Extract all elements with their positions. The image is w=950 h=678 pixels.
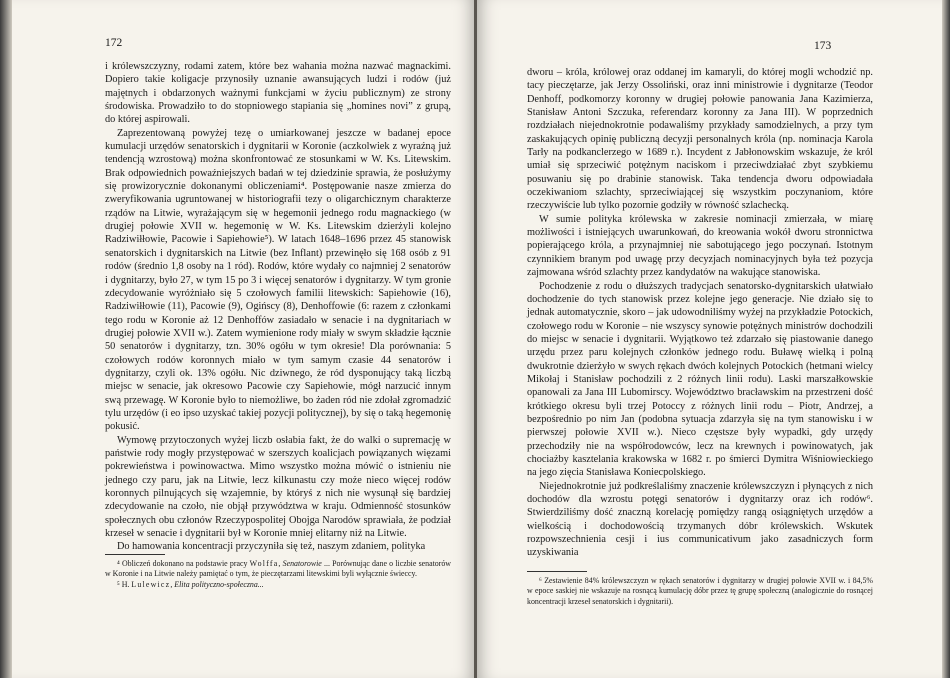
paragraph: Pochodzenie z rodu o dłuższych tradycjach senatorsko-dygnitarskich ułatwiało dochodzenie do tych stanowisk przez kolejne jego generacje. Nie działo się to jednak automatycznie, skoro – jak udowodniliśmy wyżej na przykładzie Potockich, czołowego rodu w Koronie – nie wszyscy synowie potężnych ministrów dochodzili do miejsc w senacie i dygnitarii. Wyjątkowo też zdarzało się piastowanie danego urzędu przez paru kolejnych członków jednego rodu. Buławę wielką i polną dwukrotnie dzierżyło w swych rękach dwóch kolejnych Potockich (hetmani wielcy Mikołaj i Stanisław pochodzili z 2 różnych linii rodu). Laski marszałkowskie opanowali za Jana III Lubomirscy. Województwo bracławskim na przestrzeni dość krótkiego okresu byli trzej Potoccy z różnych linii rodu – Piotr, Andrzej, a bezpośrednio po nim Jan (podobna sytuacja zdarzyła się na tym stanowisku i w pierwszej połowie XVII w.). Nieco częstsze były wypadki, gdy urzędy przechodziły nie na współrodowców, lecz na krewnych i powinowatych, jak chociażby kasztelania krakowska w 1682 r. po śmierci Dymitra Wiśniowieckiego na jego zięcia Stanisława Koniecpolskiego.: [527, 280, 873, 479]
footnotes-left: [105, 559, 451, 590]
page-edges-right: [942, 0, 950, 678]
footnote-text: ... Porównując dane o liczbie senatorów w Koronie i na Litwie należy pamiętać o tym, że pieczętarzami litewskimi byli wyłącznie świeccy.: [105, 559, 452, 579]
footnote-5: [105, 580, 451, 590]
footnote-text: ⁵ H.: [117, 579, 132, 589]
footnote-author: Lulewicz: [131, 579, 171, 589]
paragraph: Do hamowania koncentracji przyczyniła się też, naszym zdaniem, polityka: [117, 541, 426, 553]
left-page-body: [105, 60, 451, 554]
footnote-text: ,: [170, 579, 175, 589]
page-edges-left: [0, 0, 12, 678]
footnote-rule: [527, 571, 587, 572]
right-page: [477, 0, 942, 678]
footnote-4: [105, 559, 451, 580]
paragraph: dworu – króla, królowej oraz oddanej im kamaryli, do której mogli wchodzić np. tacy pieczętarze, jak Jerzy Ossoliński, oraz inni ministrowie i dygnitarze (Teodor Denhoff, podkomorzy koronny w drugiej połowie panowania Jana Kazimierza, Stanisław Antoni Szczuka, referendarz koronny za Jana III). W poprzednich rozdziałach niejednokrotnie podawaliśmy przykłady samodzielnych, a przy tym zaskakujących opinię publiczną decyzji personalnych króla (np. nominacja Karola Tarły na podkanclerzego w 1689 r.). Incydent z Jabłonowskim wskazuje, że król umiał się sprzeciwić potężnym naciskom i przeciwdziałać zbyt szybkiemu posuwaniu się po drabinie stanowisk. Taka tendencja dworu odpowiadała oczekiwaniom szlachty, sprzeciwiającej się wszystkim poczynaniom, które rzeczywiście lub tylko pozornie godziły w równość szlachecką.: [527, 67, 873, 212]
footnote-title: Senatorowie: [282, 559, 322, 568]
footnote-author: Wolffa: [249, 559, 279, 568]
footnotes-right: [527, 576, 873, 607]
paragraph: Niejednokrotnie już podkreślaliśmy znaczenie królewszczyzn i płynących z nich dochodów dla wzrostu potęgi senatorów i dygnitarzy oraz ich rodów⁶. Stwierdziliśmy dość znaczną korelację pomiędzy rangą osiągniętych urzędów a wielkością i dochodowością trzymanych dóbr królewskich. Wskutek rozpowszechnienia cesji i ius communicativum jako zasadniczych form uzyskiwania: [527, 480, 873, 559]
footnote-rule: [105, 554, 165, 555]
footnote-text: ,: [278, 559, 283, 568]
page-number-left: 172: [105, 37, 123, 49]
paragraph: i królewszczyzny, rodami zatem, które bez wahania można nazwać magnackimi. Dopiero takie koligacje przynosiły uznanie awansujących ludzi i rodów (już majętnych i obdarzonych ważnymi funkcjami w życiu publicznym) ze strony środowiska. Prowadziło to do stopniowego stapiania się „homines novi” z grupą, do której aspirowali.: [105, 61, 451, 126]
page-number-right: 173: [814, 40, 832, 52]
paragraph: Wymowę przytoczonych wyżej liczb osłabia fakt, że do walki o supremację w państwie rody mogły przystępować w szerszych koalicjach powiązanych więzami pokrewieństwa i powinowactwa. Mimo wszystko można mówić o istnieniu nie jednego czy paru, jak na Litwie, lecz kilkunastu czy może nieco więcej rodów koronnych pilnujących się wzajemnie, by któryś z nich nie wysunął się bardziej zdecydowanie na czoło, nie objął przywództwa w kraju. Odmienność stosunków społecznych obu członów Rzeczypospolitej Obojga Narodów sprawiała, że podział krzeseł w senacie i dygnitarii był w Koronie mniej elitarny niż na Litwie.: [105, 434, 451, 540]
right-page-body: [527, 66, 873, 560]
paragraph: W sumie polityka królewska w zakresie nominacji zmierzała, w miarę możliwości i istniejących uwarunkowań, do kreowania wokół dworu stronnictwa popierającego króla, a przynajmniej nie sabotującego jego poczynań. Istotnym czynnikiem branym pod uwagę przy decyzjach nominacyjnych była też pozycja zajmowana wśród szlachty przez kandydatów na wakujące stanowiska.: [527, 213, 873, 279]
footnote-6: ⁶ Zestawienie 84% królewszczyzn w rękach senatorów i dygnitarzy w drugiej połowie XVII w. i 84,5% w epoce saskiej nie wskazuje na rosnącą kumulację dóbr przez tę grupę społeczną (analogicznie do rosnącej koncentracji krzeseł senatorskich i dygnitarii).: [527, 576, 873, 606]
footnote-title: Elita polityczno-społeczna...: [174, 579, 264, 589]
paragraph: Zaprezentowaną powyżej tezę o umiarkowanej jeszcze w badanej epoce kumulacji urzędów senatorskich i dygnitarii w Koronie (aczkolwiek z wyraźną już tendencją wzrostową) można skonfrontować ze stosunkami w W. Ks. Litewskim. Brak odpowiednich powaźniejszych badań w tej dziedzinie sprawia, że posłużymy się prowizorycznie dokonanymi obliczeniami⁴. Postępowanie nasze zmierza do zweryfikowania ugruntowanej w historiografii tezy o oligarchicznym charakterze rządów na Litwie, wyrażającym się w hegemonii jednego rodu magnackiego (w drugiej połowie XVII w. hegemonię w W. Ks. Litewskim dzierżyli kolejno Radziwiłłowie, Pacowie i Sapiehowie⁵). W latach 1648–1696 przez 45 stanowisk senatorskich i dygnitarskich na Litwie (bez Inflant) przewinęło się 168 osób z 91 rodów (średnio 1,8 osoby na 1 ród). Rodów, które wydały co najmniej 2 senatorów i dygnitarzy, było 27, w tym 15 po 3 i więcej senatorów i dygnitarzy. W tym gronie zdecydowanie wyróżniało się 5 czołowych familii litewskich: Sapiehowie (16), Radziwiłłowie (11), Pacowie (9), Ogińscy (8), Denhoffowie (6: razem z członkami tego rodu w Koronie aż 12 Denhoffów zasiadało w senacie i na dygnitariach w drugiej połowie XVII w.). Zatem wymienione rody miały w swym składzie łącznie 50 senatorów i dygnitarzy, tzn. 30% ogółu w tym okresie! Dla porównania: 5 czołowych rodów koronnych miało w tym samym czasie 44 senatorów i dygnitarzy, czyli ok. 13% ogółu. Nic dziwnego, że ród dysponujący taką liczbą miejsc w senacie, jak okresowo Pacowie czy Sapiehowie, mógł narzucić innym swą przewagę. W Koronie było to niemożliwe, bo żaden ród nie zdołał zgromadzić tylu urzędów (i eo ipso uzyskać takiej pozycji politycznej), by się o taką hegemonię pokusić.: [105, 127, 451, 433]
footnote-text: ⁴ Obliczeń dokonano na podstawie pracy: [117, 559, 250, 568]
left-page: [12, 0, 475, 678]
